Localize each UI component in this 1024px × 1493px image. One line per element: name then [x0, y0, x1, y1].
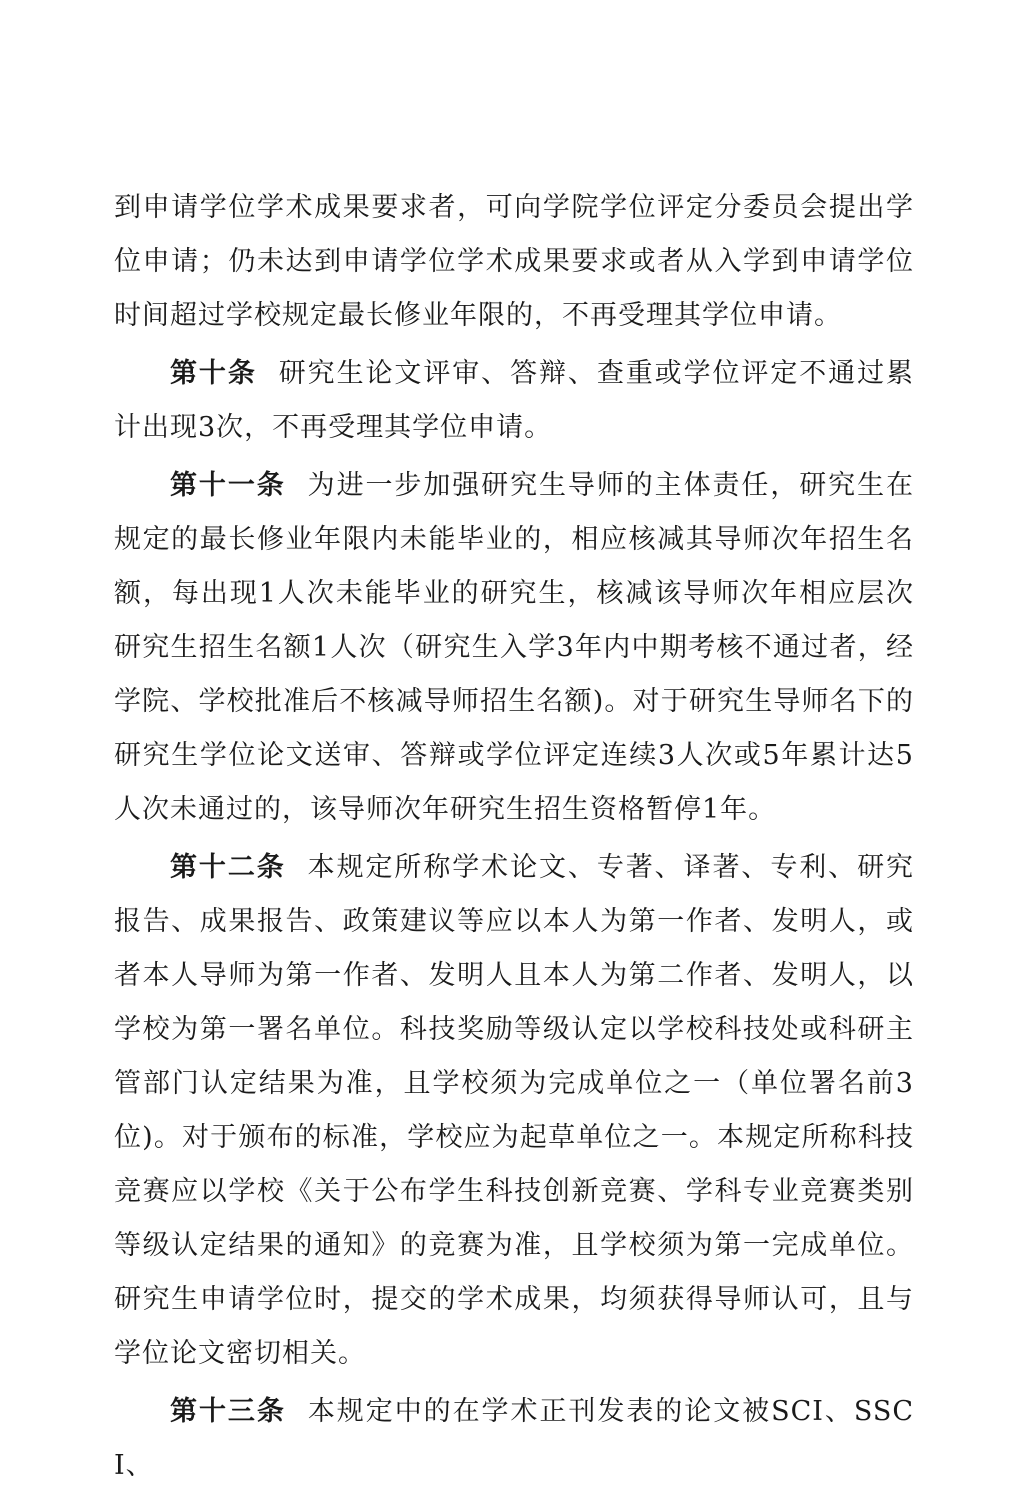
article-heading: 第十一条	[170, 470, 286, 501]
article-10	[114, 347, 914, 455]
paragraph-text: 为进一步加强研究生导师的主体责任，研究生在规定的最长修业年限内未能毕业的，相应核减其导师次年招生名额，每出现1人次未能毕业的研究生，核减该导师次年相应层次研究生招生名额1人次（研究生入学3年内中期考核不通过者，经学院、学校批准后不核减导师招生名额)。对于研究生导师名下的研究生学位论文送审、答辩或学位评定连续3人次或5年累计达5人次未通过的，该导师次年研究生招生资格暂停1年。	[114, 470, 915, 825]
document-body	[114, 181, 914, 1493]
paragraph-text: 本规定所称学术论文、专著、译著、专利、研究报告、成果报告、政策建议等应以本人为第一作者、发明人，或者本人导师为第一作者、发明人且本人为第二作者、发明人，以学校为第一署名单位。科技奖励等级认定以学校科技处或科研主管部门认定结果为准，且学校须为完成单位之一（单位署名前3位)。对于颁布的标准，学校应为起草单位之一。本规定所称科技竞赛应以学校《关于公布学生科技创新竞赛、学科专业竞赛类别等级认定结果的通知》的竞赛为准，且学校须为第一完成单位。研究生申请学位时，提交的学术成果，均须获得导师认可，且与学位论文密切相关。	[114, 852, 915, 1369]
article-11	[114, 459, 914, 837]
paragraph-text: 研究生论文评审、答辩、查重或学位评定不通过累计出现3次，不再受理其学位申请。	[114, 358, 914, 443]
article-13	[114, 1385, 914, 1493]
article-heading: 第十三条	[170, 1396, 286, 1427]
paragraph-text: 本规定中的在学术正刊发表的论文被SCI、SSCI、	[114, 1396, 915, 1481]
article-12	[114, 841, 914, 1381]
paragraph-continued	[114, 181, 914, 343]
article-heading: 第十二条	[170, 852, 286, 883]
paragraph-text: 到申请学位学术成果要求者，可向学院学位评定分委员会提出学位申请；仍未达到申请学位学术成果要求或者从入学到申请学位时间超过学校规定最长修业年限的，不再受理其学位申请。	[114, 192, 914, 331]
article-heading: 第十条	[170, 358, 257, 389]
